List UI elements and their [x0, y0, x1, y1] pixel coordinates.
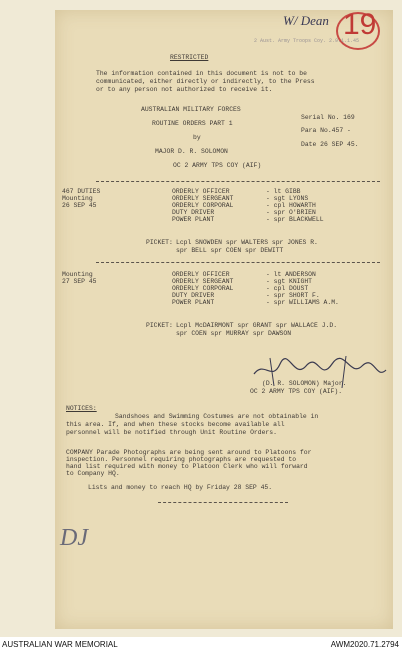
duty-assignee: - spr SHORT F.	[266, 292, 320, 299]
duty-when-line: 27 SEP 45	[62, 278, 97, 285]
duty-role: ORDERLY SERGEANT	[172, 195, 234, 202]
duty-assignee: - sgt KNIGHT	[266, 278, 313, 285]
duty-assignee: - cpl HOWARTH	[266, 202, 316, 209]
footer-accession-number: AWM2020.71.2794	[330, 640, 399, 649]
duty-role: ORDERLY CORPORAL	[172, 285, 234, 292]
footer-bar	[0, 637, 402, 653]
notice-line-1: The information contained in this document is not to be	[96, 70, 307, 77]
duty-assignee: - cpl DOUST	[266, 285, 309, 292]
duty-when-line: Mounting	[62, 195, 93, 202]
document-page	[55, 10, 393, 629]
notice-text: hand list required with money to Platoon Clerk who will forward	[66, 463, 308, 470]
duty-assignee: - spr WILLIAMS A.M.	[266, 299, 339, 306]
forces-title: AUSTRALIAN MILITARY FORCES	[141, 106, 241, 113]
duty-assignee: - spr O'BRIEN	[266, 209, 316, 216]
orders-title: ROUTINE ORDERS PART 1	[152, 120, 233, 127]
picket-line: Lcpl McDAIRMONT spr GRANT spr WALLACE J.D.	[176, 322, 338, 329]
duty-assignee: - sgt LYONS	[266, 195, 309, 202]
duty-when-line: Mounting	[62, 271, 93, 278]
duty-assignee: - lt GIBB	[266, 188, 301, 195]
duty-role: ORDERLY SERGEANT	[172, 278, 234, 285]
notice-line-2: communicated, either directly or indirectly, to the Press	[96, 78, 315, 85]
document-date: Date 26 SEP 45.	[301, 141, 359, 148]
serial-number: Serial No. 169	[301, 114, 355, 121]
duty-role: ORDERLY OFFICER	[172, 188, 230, 195]
duty-role: DUTY DRIVER	[172, 292, 215, 299]
picket-label: PICKET:	[146, 239, 173, 246]
notice-text: Lists and money to reach HQ by Friday 28 SEP 45.	[88, 484, 273, 491]
divider-line	[96, 181, 380, 182]
notice-text: inspection. Personnel requiring photographs are requested to	[66, 456, 297, 463]
document-heading: RESTRICTED	[170, 54, 209, 61]
picket-line: spr BELL spr COEN spr DEWITT	[176, 247, 284, 254]
picket-label: PICKET:	[146, 322, 173, 329]
notice-line-3: or to any person not authorized to receive it.	[96, 86, 273, 93]
divider-line	[158, 502, 288, 503]
duty-role: DUTY DRIVER	[172, 209, 215, 216]
duty-assignee: - lt ANDERSON	[266, 271, 316, 278]
duty-role: POWER PLANT	[172, 216, 215, 223]
unit-name: OC 2 ARMY TPS COY (AIF)	[173, 162, 262, 169]
received-stamp: 2 Aust. Army Troops Coy. 2.9.1.1.45	[254, 38, 360, 44]
picket-line: Lcpl SNOWDEN spr WALTERS spr JONES R.	[176, 239, 318, 246]
notice-text: COMPANY Parade Photographs are being sent around to Platoons for	[66, 449, 312, 456]
circled-number: 19	[343, 8, 377, 41]
signature-unit: OC 2 ARMY TPS COY (AIF).	[250, 388, 343, 395]
notice-text: personnel will be notified through Unit Routine Orders.	[66, 429, 277, 436]
duty-role: ORDERLY OFFICER	[172, 271, 230, 278]
by-label: by	[193, 134, 201, 141]
duty-when-line: 467 DUTIES	[62, 188, 101, 195]
footer-credit: AUSTRALIAN WAR MEMORIAL	[2, 640, 118, 649]
duty-assignee: - spr BLACKWELL	[266, 216, 324, 223]
duty-when-line: 26 SEP 45	[62, 202, 97, 209]
notices-label: NOTICES:	[66, 405, 97, 412]
duty-role: ORDERLY CORPORAL	[172, 202, 234, 209]
para-number: Para No.457 -	[301, 127, 351, 134]
handwritten-annotation: W/ Dean	[283, 13, 329, 28]
signature-name: (D. R. SOLOMON) Major.	[262, 380, 347, 387]
notice-text: this area. If, and when these stocks become available all	[66, 421, 285, 428]
notice-text: to Company HQ.	[66, 470, 120, 477]
officer-name: MAJOR D. R. SOLOMON	[155, 148, 228, 155]
picket-line: spr COEN spr MURRAY spr DAWSON	[176, 330, 292, 337]
notice-text: Sandshoes and Swimming Costumes are not obtainable in	[115, 413, 319, 420]
divider-line	[96, 262, 380, 263]
handwritten-initials: DJ	[60, 525, 88, 551]
duty-role: POWER PLANT	[172, 299, 215, 306]
